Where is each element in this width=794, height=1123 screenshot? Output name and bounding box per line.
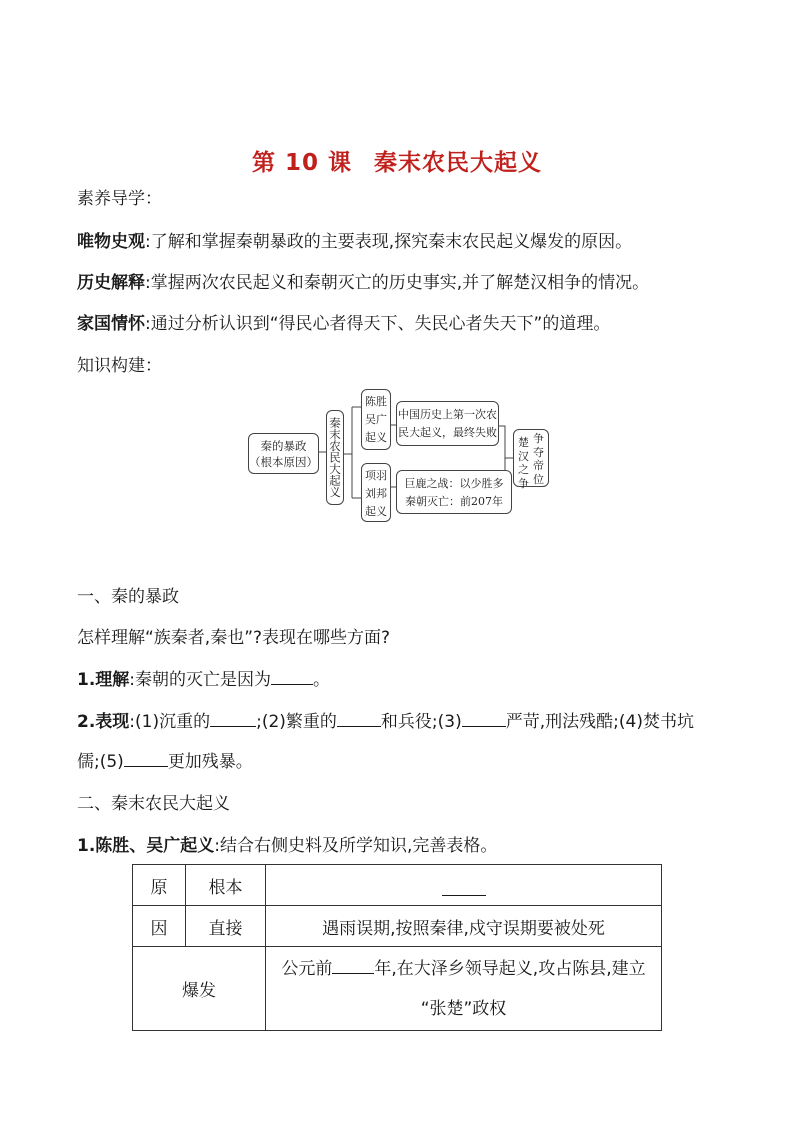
section2-sub — [77, 835, 497, 857]
guide-item-label: 历史解释 — [77, 273, 145, 293]
outbreak-text-2: 年,在大泽乡领导起义,攻占陈县,建立 — [374, 958, 646, 979]
perform-text-6: 更加残暴。 — [167, 752, 253, 772]
section1-heading: 一、秦的暴政 — [77, 587, 179, 607]
knowledge-heading: 知识构建： — [77, 356, 162, 376]
diagram-root-box — [248, 433, 319, 474]
direct-text-cell: 遇雨误期,按照秦律,戍守误期要被处死 — [266, 906, 662, 947]
cause-cell-top: 原 — [133, 865, 186, 906]
answer-blank[interactable] — [337, 712, 381, 727]
outbreak-label-cell: 爆发 — [133, 947, 266, 1031]
answer-blank[interactable] — [442, 881, 486, 896]
sub-label: 1.陈胜、吴广起义 — [77, 836, 215, 856]
diagram-lower-box — [361, 463, 391, 522]
section1-understand — [77, 669, 330, 691]
page-title — [0, 144, 794, 177]
root-answer-cell — [266, 865, 662, 906]
upper-result-line2: 民大起义，最终失败 — [398, 426, 497, 439]
root-line1: 秦的暴政 — [260, 439, 307, 453]
guide-heading: 素养导学： — [77, 189, 162, 209]
understand-end: 。 — [313, 670, 331, 690]
guide-item-interpretation — [77, 272, 649, 294]
diagram-center-box: 秦末农民大起义 — [326, 410, 344, 505]
lesson-number: 第 10 课 — [251, 150, 353, 176]
lower-result-line1: 巨鹿之战：以少胜多 — [404, 477, 504, 490]
diagram-upper-result-box — [396, 401, 499, 446]
answer-blank[interactable] — [332, 959, 374, 974]
guide-item-text: :掌握两次农民起义和秦朝灭亡的历史事实,并了解楚汉相争的情况。 — [145, 273, 650, 293]
guide-item-text: :通过分析认识到“得民心者得天下、失民心者失天下”的道理。 — [145, 314, 611, 334]
direct-label-cell: 直接 — [186, 906, 266, 947]
guide-item-label: 家国情怀 — [77, 314, 145, 334]
root-line2: （根本原因） — [249, 455, 318, 469]
lower-result-line2: 秦朝灭亡：前207年 — [405, 495, 503, 508]
uprising-table — [132, 864, 662, 1031]
answer-blank[interactable] — [210, 712, 256, 727]
outbreak-text-1: 公元前 — [281, 958, 333, 979]
guide-item-text: :了解和掌握秦朝暴政的主要表现,探究秦末农民起义爆发的原因。 — [145, 232, 633, 252]
lower-box-text: 项羽刘邦起义 — [365, 469, 387, 518]
diagram-upper-box — [361, 389, 391, 450]
guide-item-materialism — [77, 231, 632, 253]
answer-blank[interactable] — [462, 712, 506, 727]
answer-blank[interactable] — [124, 752, 168, 767]
sub-text: :结合右侧史料及所学知识,完善表格。 — [214, 836, 498, 856]
guide-item-patriotism — [77, 313, 610, 335]
guide-item-label: 唯物史观 — [77, 232, 145, 252]
perform-text-4: 严苛,刑法残酷;(4)焚书坑 — [505, 712, 694, 732]
root-label-cell: 根本 — [186, 865, 266, 906]
diagram-end-box — [513, 429, 549, 490]
perform-text-2: ;(2)繁重的 — [256, 712, 337, 732]
perform-text-5: 儒;(5) — [77, 752, 124, 772]
section1-question: 怎样理解“族秦者,秦也”?表现在哪些方面? — [77, 628, 391, 648]
end-left-text: 楚汉之争 — [518, 436, 529, 490]
upper-box-text: 陈胜吴广起义 — [365, 395, 387, 444]
perform-text-3: 和兵役;(3) — [380, 712, 462, 732]
perform-label: 2.表现 — [77, 712, 130, 732]
outbreak-text-cell — [266, 947, 662, 1031]
lesson-topic: 秦末农民大起义 — [374, 150, 543, 176]
connector-center-branches — [344, 407, 361, 498]
end-right-text: 争夺帝位 — [533, 432, 544, 486]
perform-text-1: :(1)沉重的 — [129, 712, 211, 732]
section1-perform-line2 — [77, 751, 253, 773]
outbreak-text-3: “张楚”政权 — [420, 998, 507, 1019]
answer-blank[interactable] — [271, 670, 313, 685]
upper-result-line1: 中国历史上第一次农 — [398, 408, 497, 421]
understand-label: 1.理解 — [77, 670, 130, 690]
cause-cell-bottom: 因 — [133, 906, 186, 947]
section2-heading: 二、秦末农民大起义 — [77, 794, 230, 814]
diagram-lower-result-box — [396, 470, 512, 514]
section1-perform-line1 — [77, 711, 694, 733]
understand-text: :秦朝的灭亡是因为 — [129, 670, 272, 690]
